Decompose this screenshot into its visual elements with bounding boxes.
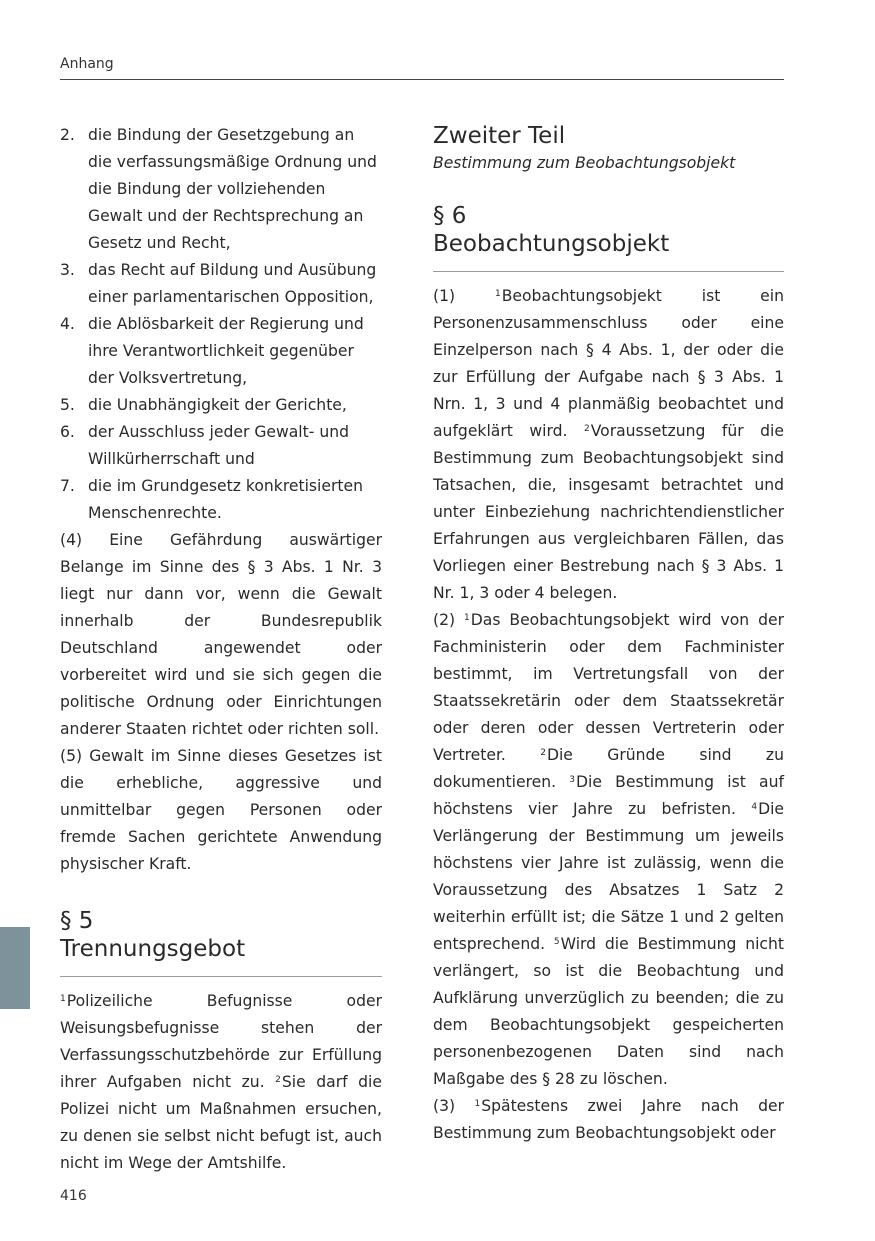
part-title: Zweiter Teil [433,123,566,149]
paragraph-label: (2) [433,611,456,629]
sentence: Die Gründe sind zu dokumentieren. [433,746,784,791]
list-number: 2. [60,126,75,144]
list-number: 4. [60,315,75,333]
section-5-title: Trennungsgebot [60,936,246,962]
right-column [433,122,784,1147]
list-text: der Ausschluss jeder Gewalt- und Willkürherrschaft und [88,423,350,468]
sentence: Voraussetzung für die Bestimmung zum Beobachtungsobjekt sind Tatsachen, die, insgesamt betrachtet und unter Einbeziehung nachrichtendienstlicher Erfahrungen aus vergleichbaren Fällen, das Vorliegen einer Bestrebung nach § 3 Abs. 1 Nr. 1, 3 oder 4 belegen. [433,422,784,602]
paragraph-1 [433,283,784,607]
list-item [60,257,382,311]
list-item [60,419,382,473]
sentence: Die Bestimmung ist auf höchstens vier Jahre zu befristen. [433,773,784,818]
sentence-mark: 2 [583,424,590,434]
list-text: das Recht auf Bildung und Ausübung einer parlamentarischen Opposition, [88,261,377,306]
sentence: Sie darf die Polizei nicht um Maßnahmen ersuchen, zu denen sie selbst nicht befugt ist, auch nicht im Wege der Amtshilfe. [60,1073,382,1172]
sentence: Das Beobachtungsobjekt wird von der Fachministerin oder dem Fachminister bestimmt, im Vertretungsfall von der Staatssekretärin oder dem Staatssekretär oder deren oder dessen Vertreterin oder Vertreter. [433,611,784,764]
list-number: 6. [60,423,75,441]
running-header: Anhang [60,56,114,72]
list-item [60,473,382,527]
list-text: die Unabhängigkeit der Gerichte, [88,396,347,414]
list-number: 7. [60,477,75,495]
section-5-rule [60,976,382,977]
chapter-thumb-tab [0,927,30,1009]
sentence-mark: 2 [540,748,546,758]
paragraph-4: (4) Eine Gefährdung auswärtiger Belange im Sinne des § 3 Abs. 1 Nr. 3 liegt nur dann vor, wenn die Gewalt innerhalb der Bundesrepublik Deutschland angewendet oder vorbereitet wird und sie sich gegen die politische Ordnung oder Einrichtungen anderer Staaten richtet oder richten soll. [60,531,382,738]
sentence-mark: 1 [474,1099,481,1109]
paragraph-label: (3) [433,1097,456,1115]
sentence-mark: 1 [60,994,66,1004]
sentence-mark: 2 [275,1075,281,1085]
part-subtitle: Bestimmung zum Beobachtungsobjekt [433,154,736,172]
sentence: Die Verlängerung der Bestimmung um jeweils höchstens vier Jahre ist zulässig, wenn die Voraussetzung des Absatzes 1 Satz 2 weiterhin erfüllt ist; die Sätze 1 und 2 gelten entsprechend. [433,800,784,953]
sentence: Beobachtungsobjekt ist ein Personenzusammenschluss oder eine Einzelperson nach § 4 Abs. 1, der oder die zur Erfüllung der Aufgabe nach § 3 Abs. 1 Nrn. 1, 3 und 4 planmäßig beobachtet und aufgeklärt wird. [433,287,784,440]
list-text: die im Grundgesetz konkretisierten Menschenrechte. [88,477,363,522]
sentence: Polizeiliche Befugnisse oder Weisungsbefugnisse stehen der Verfassungsschutzbehörde zur Erfüllung ihrer Aufgaben nicht zu. [60,992,382,1091]
list-text: die Ablösbarkeit der Regierung und ihre Verantwortlichkeit gegenüber der Volksvertretung, [88,315,364,387]
header-rule [60,79,784,80]
paragraph-3 [433,1093,784,1147]
list-item [60,392,382,419]
sentence-mark: 1 [464,613,470,623]
paragraph-5: (5) Gewalt im Sinne dieses Gesetzes ist die erhebliche, aggressive und unmittelbar gegen Personen oder fremde Sachen gerichtete Anwendung physischer Kraft. [60,747,382,873]
sentence: Spätestens zwei Jahre nach der Bestimmung zum Beobachtungsobjekt oder [433,1097,784,1142]
list-item [60,122,382,257]
paragraph-label: (1) [433,287,456,305]
sentence-mark: 1 [494,289,501,299]
list-number: 5. [60,396,75,414]
section-5-text [60,988,382,1177]
sentence: Wird die Bestimmung nicht verlängert, so ist die Beobachtung und Aufklärung unverzüglich zu beenden; die zu dem Beobachtungsobjekt gespeicherten personenbezogenen Daten sind nach Maßgabe des § 28 zu löschen. [433,935,784,1088]
list-text: die Bindung der Gesetzgebung an die verfassungsmäßige Ordnung und die Bindung der vollziehenden Gewalt und der Rechtsprechung an Gesetz und Recht, [88,126,377,252]
page-number: 416 [60,1188,87,1204]
list-number: 3. [60,261,75,279]
list-item [60,311,382,392]
sentence-mark: 4 [751,802,758,812]
paragraph-2 [433,607,784,1093]
sentence-mark: 5 [553,937,560,947]
section-5-symbol: § 5 [60,908,94,934]
section-6-rule [433,271,784,272]
left-column [60,122,382,1177]
section-6-symbol: § 6 [433,203,467,229]
section-6-title: Beobachtungsobjekt [433,231,670,257]
sentence-mark: 3 [569,775,576,785]
